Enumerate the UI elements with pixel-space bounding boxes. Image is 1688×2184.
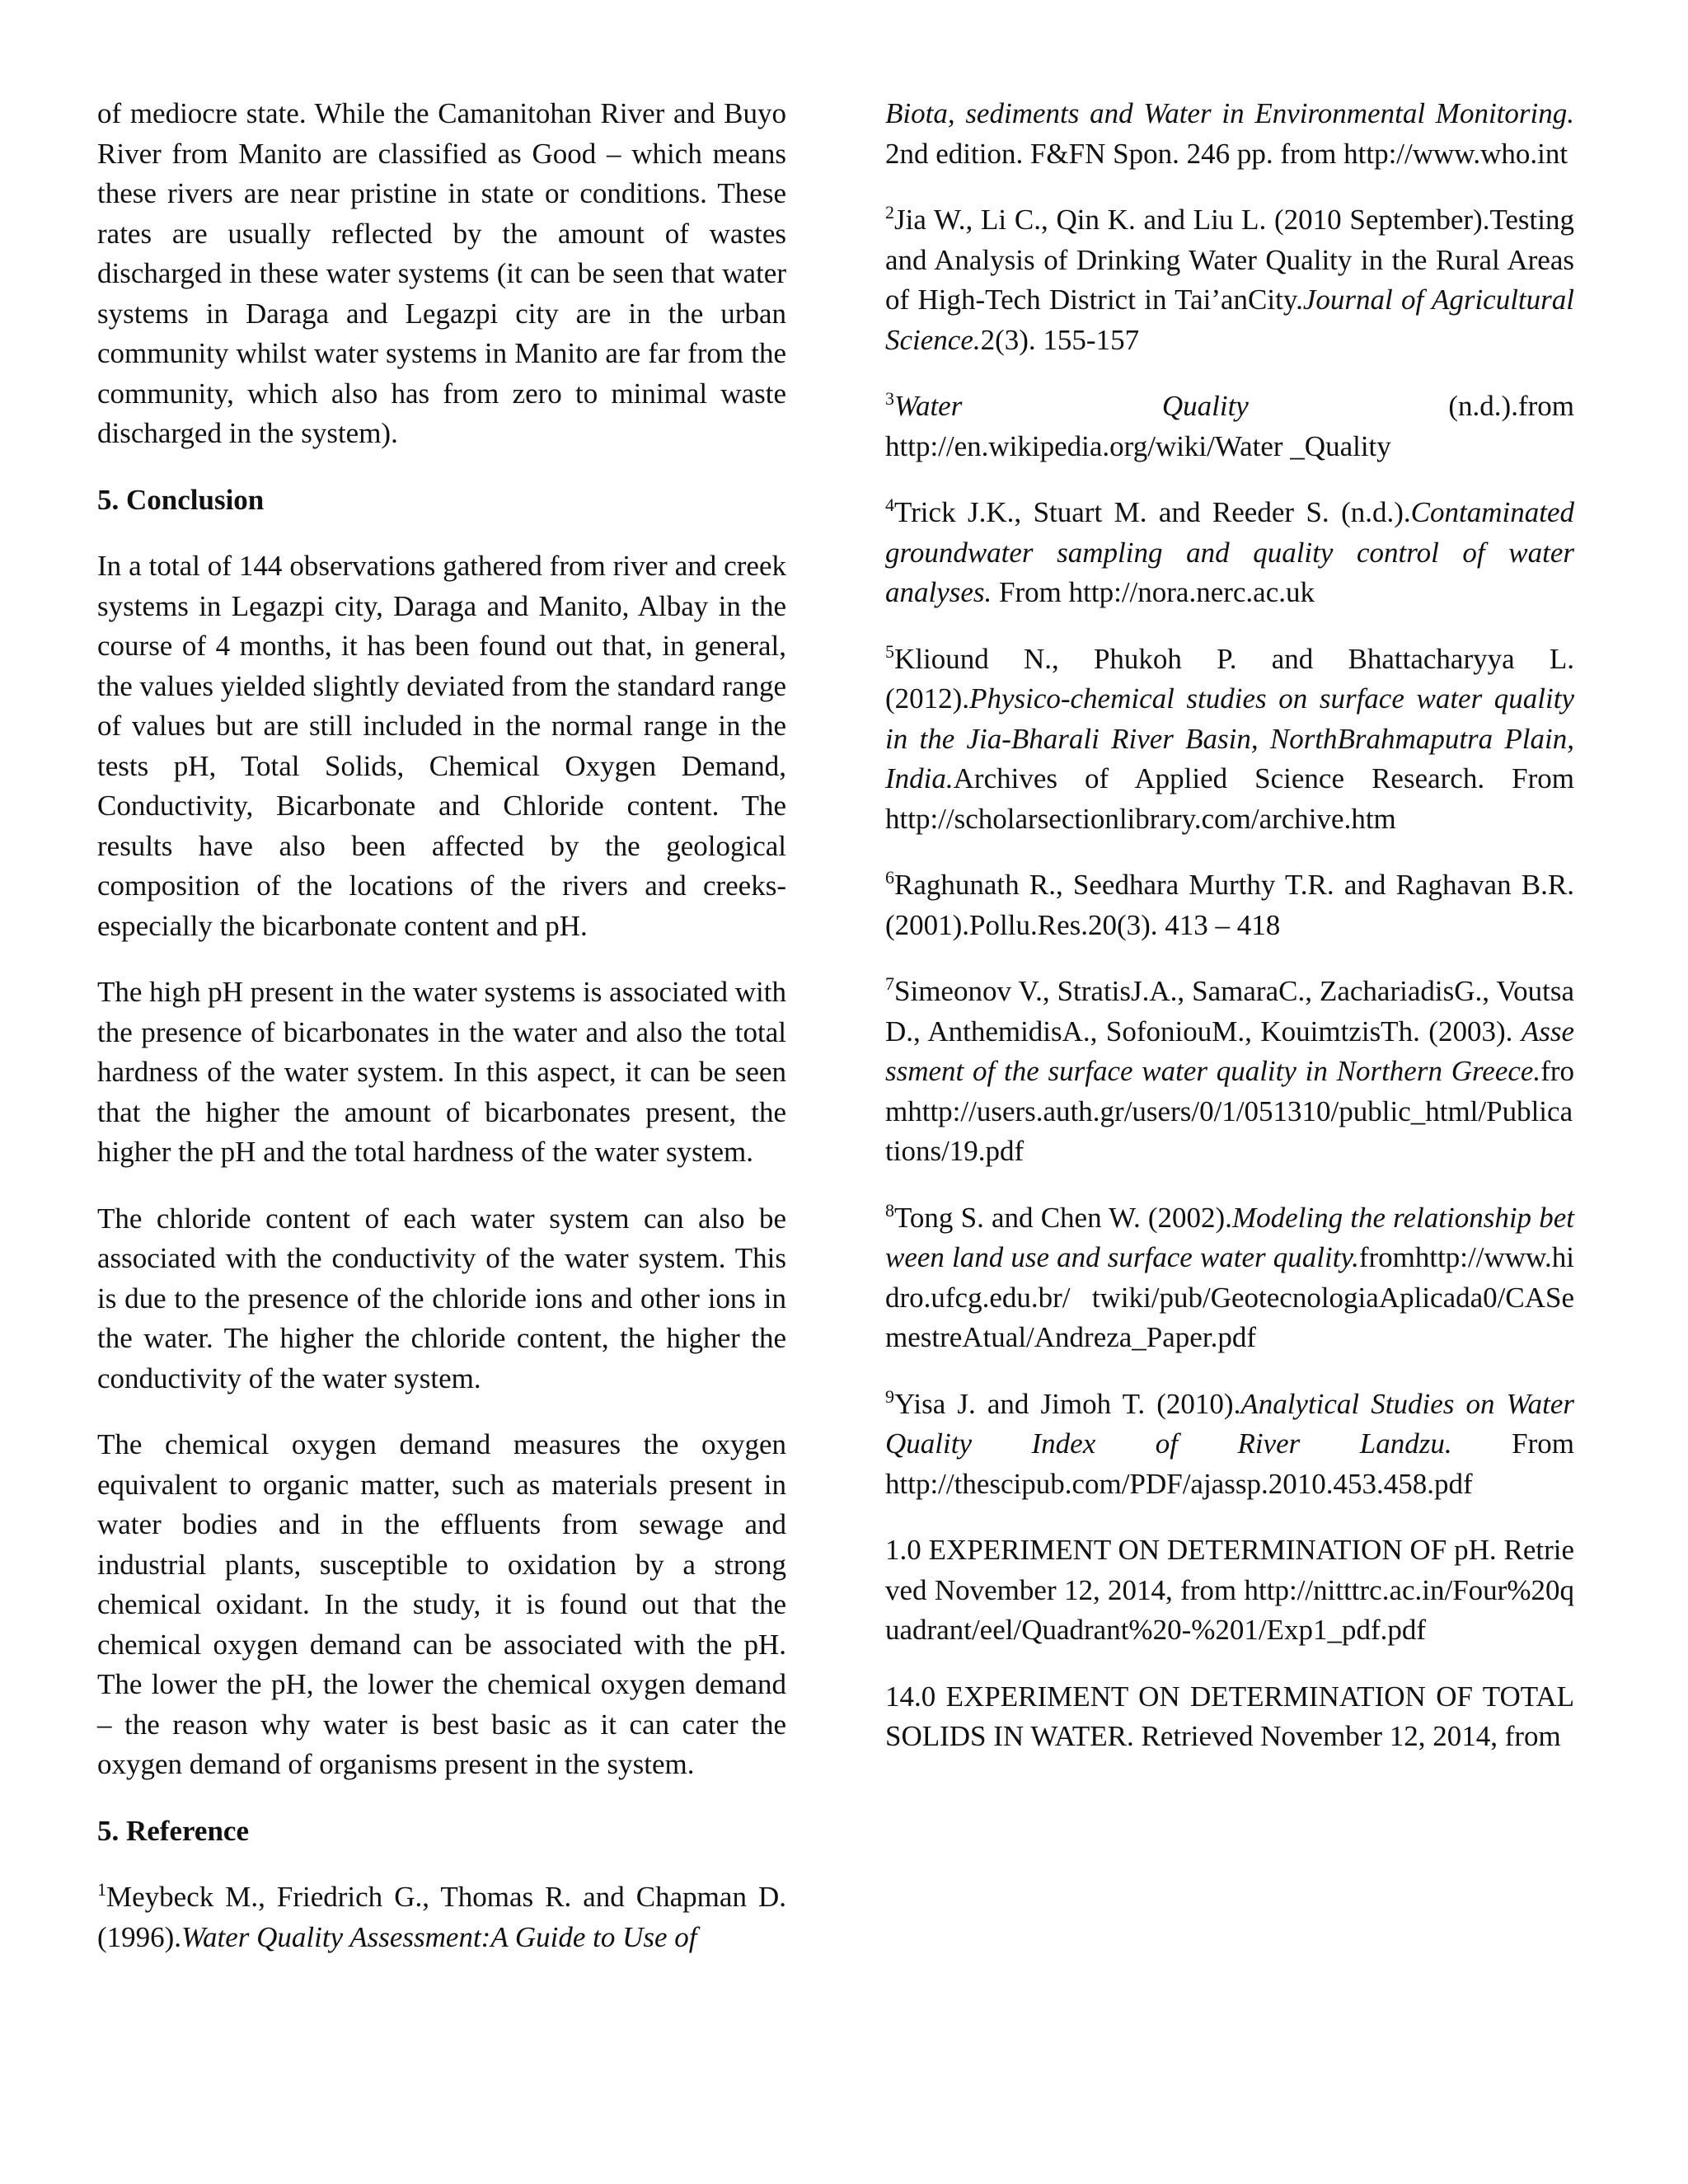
reference-number: 8 <box>885 1199 894 1221</box>
reference-entry <box>885 94 1574 174</box>
left-column <box>97 94 786 1984</box>
reference-text: fromhttp://www.hidro.ufcg.edu.br/ twiki/pub/GeotecnologiaAplicada0/CASemestreAtual/Andreza_Paper.pdf <box>885 1241 1574 1353</box>
reference-number: 1 <box>97 1879 106 1900</box>
reference-number: 3 <box>885 388 894 409</box>
right-column <box>885 94 1574 1783</box>
reference-text: Simeonov V., StratisJ.A., SamaraC., ZachariadisG., VoutsaD., AnthemidisA., SofoniouM., KouimtzisTh. (2003). <box>885 975 1574 1047</box>
reference-text: From http://thescipub.com/PDF/ajassp.2010.453.458.pdf <box>885 1427 1574 1500</box>
reference-number: 4 <box>885 494 894 515</box>
reference-number: 5 <box>885 640 894 662</box>
reference-text: fromhttp://users.auth.gr/users/0/1/051310/public_html/Publications/19.pdf <box>885 1055 1574 1167</box>
reference-entry <box>885 493 1574 613</box>
reference-text: 2nd edition. F&FN Spon. 246 pp. from http://www.who.int <box>885 137 1568 170</box>
reference-title: Biota, sediments and Water in Environmental Monitoring. <box>885 97 1574 129</box>
reference-number: 9 <box>885 1385 894 1407</box>
reference-text: Yisa J. and Jimoh T. (2010). <box>894 1387 1241 1420</box>
reference-title: Journal of Agricultural Science. <box>885 284 1574 356</box>
reference-entry <box>885 387 1574 466</box>
reference-number: 7 <box>885 973 894 994</box>
reference-text: Jia W., Li C., Qin K. and Liu L. (2010 September).Testing and Analysis of Drinking Water Quality in the Rural Areas of High-Tech District in Tai’anCity. <box>885 204 1574 316</box>
reference-number: 2 <box>885 202 894 223</box>
reference-text: Tong S. and Chen W. (2002). <box>894 1201 1232 1234</box>
section-heading-reference: 5. Reference <box>97 1814 249 1847</box>
reference-entry <box>97 1877 786 1957</box>
body-paragraph: The chemical oxygen demand measures the oxygen equivalent to organic matter, such as materials present in water bodies and in the effluents from sewage and industrial plants, susceptible to oxidation by a strong chemical oxidant. In the study, it is found out that the chemical oxygen demand can be associated with the pH. The lower the pH, the lower the chemical oxygen demand – the reason why water is best basic as it can cater the oxygen demand of organisms present in the system. <box>97 1428 786 1780</box>
reference-title: Analytical Studies on Water Quality Index of River Landzu. <box>885 1387 1574 1460</box>
reference-entry <box>885 865 1574 945</box>
reference-entry <box>885 972 1574 1172</box>
reference-number: 6 <box>885 867 894 888</box>
reference-text: From http://nora.nerc.ac.uk <box>992 576 1315 608</box>
reference-entry: 1.0 EXPERIMENT ON DETERMINATION OF pH. Retrieved November 12, 2014, from http://nitttrc.ac.in/Four%20quadrant/eel/Quadrant%20-%201/Exp1_pdf.pdf <box>885 1534 1574 1646</box>
reference-text: 2(3). 155-157 <box>980 323 1140 356</box>
section-heading-conclusion: 5. Conclusion <box>97 483 265 516</box>
body-paragraph: The high pH present in the water systems is associated with the presence of bicarbonates in the water and also the total hardness of the water system. In this aspect, it can be seen that the higher the amount of bicarbonates present, the higher the pH and the total hardness of the water system. <box>97 976 786 1168</box>
reference-title: Modeling the relationship between land use and surface water quality. <box>885 1201 1574 1273</box>
reference-text: Archives of Applied Science Research. From http://scholarsectionlibrary.com/archive.htm <box>885 762 1574 835</box>
reference-text: Trick J.K., Stuart M. and Reeder S. (n.d.). <box>894 496 1411 528</box>
reference-title: Water Quality <box>894 390 1249 422</box>
reference-entry <box>885 200 1574 360</box>
body-paragraph: The chloride content of each water system can also be associated with the conductivity of the water system. This is due to the presence of the chloride ions and other ions in the water. The higher the chloride content, the higher the conductivity of the water system. <box>97 1202 786 1394</box>
reference-text: Kliound N., Phukoh P. and Bhattacharyya L. (2012). <box>885 642 1574 715</box>
reference-text: Meybeck M., Friedrich G., Thomas R. and Chapman D. (1996). <box>97 1881 786 1953</box>
reference-entry <box>885 640 1574 840</box>
reference-title: Water Quality Assessment:A Guide to Use of <box>181 1920 697 1953</box>
reference-text: Raghunath R., Seedhara Murthy T.R. and Raghavan B.R. (2001).Pollu.Res.20(3). 413 – 418 <box>885 869 1574 941</box>
body-paragraph: In a total of 144 observations gathered from river and creek systems in Legazpi city, Daraga and Manito, Albay in the course of 4 months, it has been found out that, in general, the values yielded slightly deviated from the standard range of values but are still included in the normal range in the tests pH, Total Solids, Chemical Oxygen Demand, Conductivity, Bicarbonate and Chloride content. The results have also been affected by the geological composition of the locations of the rivers and creeks- especially the bicarbonate content and pH. <box>97 550 786 942</box>
reference-entry <box>885 1385 1574 1505</box>
reference-title: Assessment of the surface water quality in Northern Greece. <box>885 1015 1574 1087</box>
reference-title: Physico-chemical studies on surface water quality in the Jia-Bharali River Basin, NorthBrahmaputra Plain, India. <box>885 682 1574 794</box>
reference-title: Contaminated groundwater sampling and quality control of water analyses. <box>885 496 1574 608</box>
reference-entry <box>885 1198 1574 1358</box>
body-paragraph: of mediocre state. While the Camanitohan River and Buyo River from Manito are classified as Good – which means these rivers are near pristine in state or conditions. These rates are usually reflected by the amount of wastes discharged in these water systems (it can be seen that water systems in Daraga and Legazpi city are in the urban community whilst water systems in Manito are far from the community, which also has from zero to minimal waste discharged in the system). <box>97 97 786 449</box>
reference-text: (n.d.).from http://en.wikipedia.org/wiki/Water _Quality <box>885 390 1574 462</box>
reference-entry: 14.0 EXPERIMENT ON DETERMINATION OF TOTAL SOLIDS IN WATER. Retrieved November 12, 2014, from <box>885 1680 1574 1752</box>
